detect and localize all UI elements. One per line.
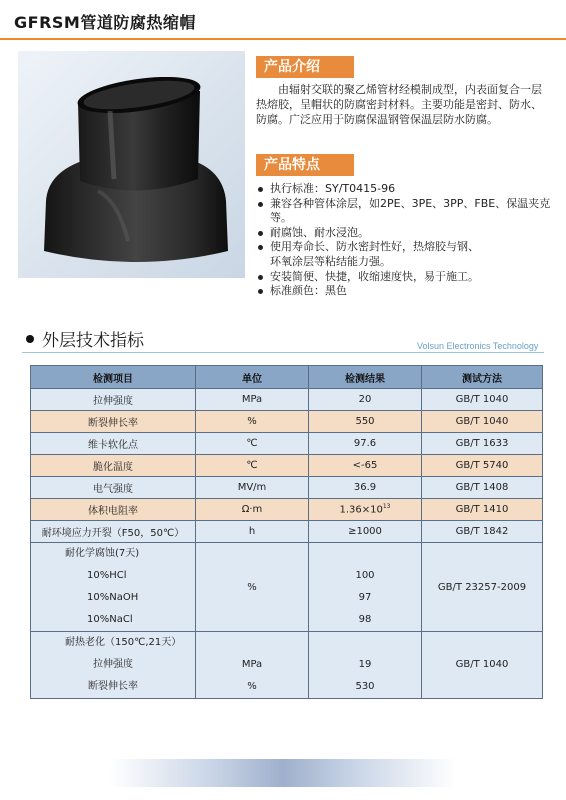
column-header: 检测项目 — [31, 366, 196, 389]
spec-subtitle: Volsun Electronics Technology — [417, 341, 539, 351]
intro-text: 由辐射交联的聚乙烯管材经模制成型，内表面复合一层热熔胶，呈帽状的防腐密封材料。主要功能是密封、防水、防腐。广泛应用于防腐保温钢管保温层防水防腐。 — [256, 83, 542, 126]
chemical-result: 100 — [355, 570, 375, 581]
table-row-chemical — [31, 543, 543, 632]
chemical-item: 10%NaCl — [87, 614, 133, 625]
result-exponent: 13 — [382, 503, 391, 511]
column-header: 检测结果 — [309, 366, 422, 389]
product-photo — [18, 51, 245, 278]
page-title: GFRSM管道防腐热缩帽 — [14, 13, 196, 32]
feature-item — [256, 240, 556, 269]
feature-text: 标准颜色：黑色 — [270, 284, 347, 298]
bullet-icon — [258, 245, 263, 250]
cell-chemical-results — [309, 543, 422, 632]
table-row — [31, 477, 543, 499]
cell-unit: % — [196, 411, 309, 433]
cell-item: 断裂伸长率 — [31, 411, 196, 433]
aging-item: 拉伸强度 — [93, 659, 133, 670]
cell-result: 20 — [309, 389, 422, 411]
aging-unit: % — [247, 681, 257, 692]
table-header-row — [31, 366, 543, 389]
bullet-icon — [258, 275, 263, 280]
spec-rule — [22, 352, 544, 353]
cell-item: 脆化温度 — [31, 455, 196, 477]
aging-title: 耐热老化（150℃,21天） — [65, 637, 182, 648]
feature-item — [256, 226, 556, 241]
cell-item: 体积电阻率 — [31, 499, 196, 521]
cell-method: GB/T 1842 — [422, 521, 543, 543]
aging-result: 530 — [355, 681, 375, 692]
spec-heading — [26, 326, 144, 351]
table-row — [31, 411, 543, 433]
cell-unit: h — [196, 521, 309, 543]
spec-heading-text: 外层技术指标 — [42, 331, 144, 351]
footer-gradient-bar — [110, 759, 456, 787]
chemical-title: 耐化学腐蚀(7天) — [65, 548, 140, 559]
chemical-result: 98 — [358, 614, 372, 625]
table-row — [31, 499, 543, 521]
feature-text: 使用寿命长、防水密封性好，热熔胶与钢、 — [270, 240, 479, 254]
cell-unit: ℃ — [196, 433, 309, 455]
cell-result: 97.6 — [309, 433, 422, 455]
intro-tag: 产品介绍 — [256, 56, 354, 78]
feature-text-continued: 环氧涂层等粘结能力强。 — [270, 254, 391, 268]
cell-chemical-items — [31, 543, 196, 632]
cell-method: GB/T 1633 — [422, 433, 543, 455]
chemical-item: 10%NaOH — [87, 592, 139, 603]
cell-item: 耐环境应力开裂（F50，50℃） — [31, 521, 196, 543]
table-row — [31, 521, 543, 543]
features-tag: 产品特点 — [256, 154, 354, 176]
cell-method: GB/T 1408 — [422, 477, 543, 499]
cell-method: GB/T 1040 — [422, 389, 543, 411]
cell-result: 36.9 — [309, 477, 422, 499]
aging-unit: MPa — [241, 659, 263, 670]
aging-item: 断裂伸长率 — [88, 681, 138, 692]
cell-result: <-65 — [309, 455, 422, 477]
cell-unit: MPa — [196, 389, 309, 411]
features-list — [256, 182, 556, 299]
feature-text: 兼容各种管体涂层，如2PE、3PE、3PP、FBE、保温夹克等。 — [270, 196, 551, 225]
title-rule — [0, 38, 566, 40]
column-header: 测试方法 — [422, 366, 543, 389]
cell-unit: ℃ — [196, 455, 309, 477]
bullet-icon — [258, 231, 263, 236]
feature-text: 耐腐蚀、耐水浸泡。 — [270, 225, 369, 239]
cell-result: 550 — [309, 411, 422, 433]
cell-item: 维卡软化点 — [31, 433, 196, 455]
feature-text: 执行标准：SY/T0415-96 — [270, 182, 396, 195]
result-value: 1.36×10 — [339, 504, 383, 516]
feature-text: 安装简便、快捷，收缩速度快，易于施工。 — [270, 269, 479, 283]
table-row — [31, 433, 543, 455]
cell-unit: Ω·m — [196, 499, 309, 521]
cell-aging-results — [309, 632, 422, 699]
table-row-aging — [31, 632, 543, 699]
column-header: 单位 — [196, 366, 309, 389]
spec-table — [30, 365, 543, 699]
feature-item — [256, 197, 556, 226]
cell-method: GB/T 23257-2009 — [422, 543, 543, 632]
cell-result: ≥1000 — [309, 521, 422, 543]
cell-method: GB/T 1410 — [422, 499, 543, 521]
cell-method: GB/T 5740 — [422, 455, 543, 477]
aging-result: 19 — [358, 659, 372, 670]
chemical-item: 10%HCl — [87, 570, 127, 581]
aging-method: GB/T 1040 — [455, 659, 509, 670]
cell-aging-items — [31, 632, 196, 699]
cell-method: GB/T 1040 — [422, 411, 543, 433]
bullet-icon — [26, 335, 34, 343]
cell-aging-methods — [422, 632, 543, 699]
cell-item: 拉伸强度 — [31, 389, 196, 411]
cell-result — [309, 499, 422, 521]
feature-item — [256, 284, 556, 299]
cell-unit: MV/m — [196, 477, 309, 499]
bullet-icon — [258, 202, 263, 207]
bullet-icon — [258, 289, 263, 294]
chemical-result: 97 — [358, 592, 372, 603]
feature-item — [256, 270, 556, 285]
table-row — [31, 455, 543, 477]
cell-aging-units — [196, 632, 309, 699]
bullet-icon — [258, 187, 263, 192]
table-row — [31, 389, 543, 411]
feature-item — [256, 182, 556, 197]
cell-unit: % — [196, 543, 309, 632]
cell-item: 电气强度 — [31, 477, 196, 499]
